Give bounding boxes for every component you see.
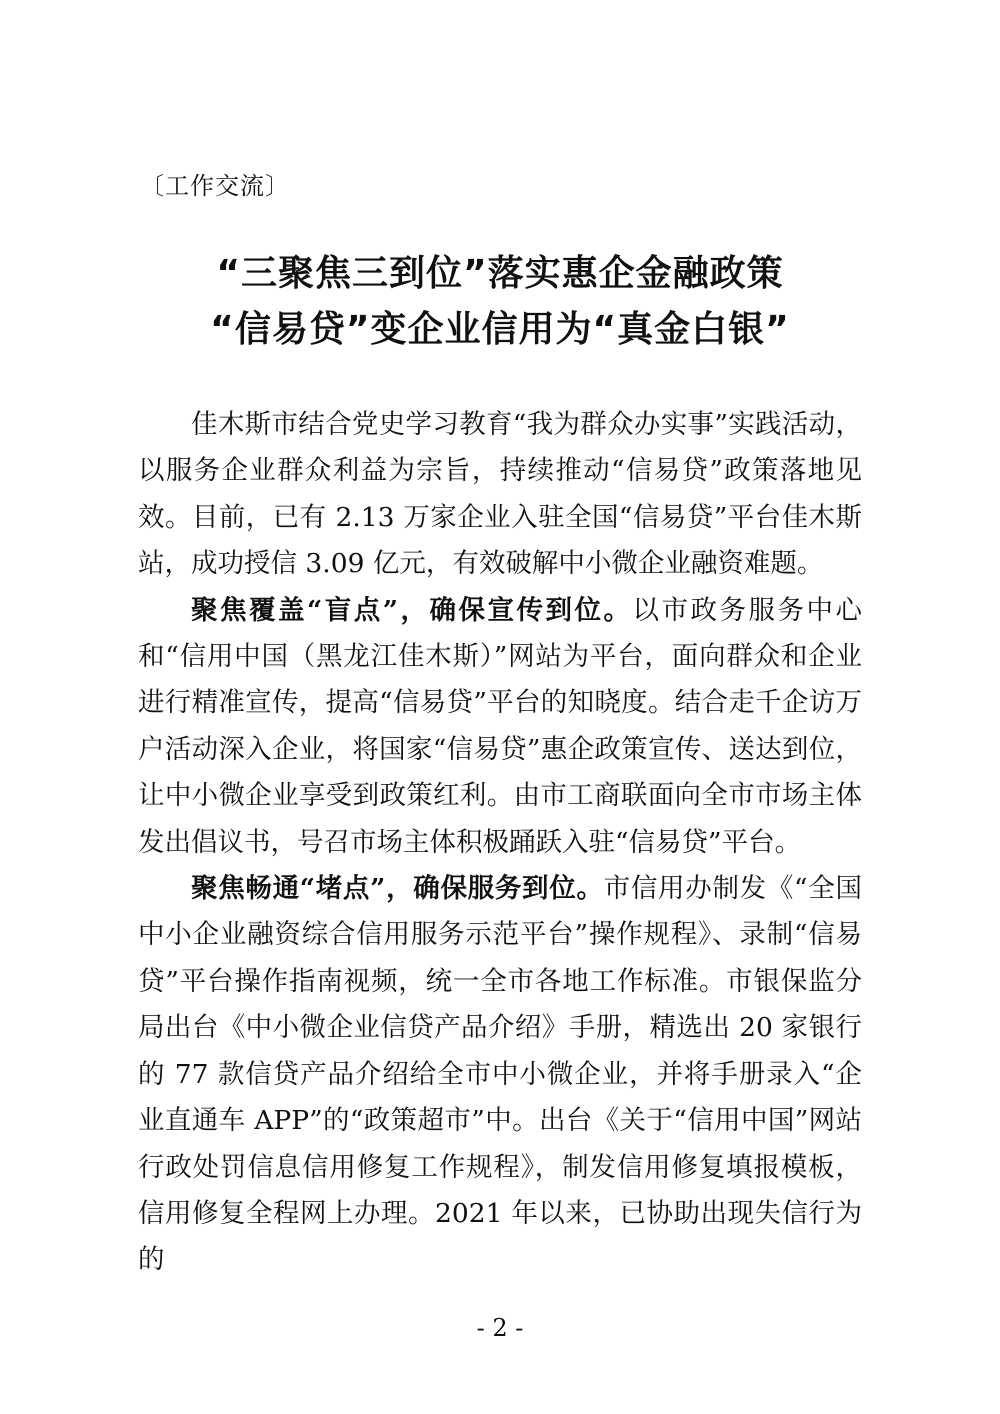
- paragraph-text: 佳木斯市结合党史学习教育“我为群众办实事”实践活动，以服务企业群众利益为宗旨，持续推动“信易贷”政策落地见效。目前，已有 2.13 万家企业入驻全国“信易贷”平台佳木斯站，成功授信 3.09 亿元，有效破解中小微企业融资难题。: [138, 409, 862, 580]
- page-number: - 2 -: [476, 1314, 524, 1342]
- service-paragraph: [138, 866, 862, 1284]
- article-title-line-1: “三聚焦三到位”落实惠企金融政策: [216, 253, 784, 294]
- paragraph-heading: 聚焦畅通“堵点”，确保服务到位。: [191, 873, 604, 905]
- paragraph-text: 以市政务服务中心和“信用中国（黑龙江佳木斯）”网站为平台，面向群众和企业进行精准宣传，提高“信易贷”平台的知晓度。结合走千企访万户活动深入企业，将国家“信易贷”惠企政策宣传、送达到位，让中小微企业享受到政策红利。由市工商联面向全市市场主体发出倡议书，号召市场主体积极踊跃入驻“信易贷”平台。: [138, 594, 862, 858]
- paragraph-text: 市信用办制发《“全国中小企业融资综合信用服务示范平台”操作规程》、录制“信易贷”平台操作指南视频，统一全市各地工作标准。市银保监分局出台《中小微企业信贷产品介绍》手册，精选出 20 家银行的 77 款信贷产品介绍给全市中小微企业，并将手册录入“企业直通车 APP”的“政策超市”中。出台《关于“信用中国”网站行政处罚信息信用修复工作规程》，制发信用修复填报模板，信用修复全程网上办理。2021 年以来，已协助出现失信行为的: [138, 873, 862, 1276]
- article-title-line-2: “信易贷”变企业信用为“真金白银”: [210, 309, 790, 350]
- intro-paragraph: [138, 402, 862, 588]
- article-body: [138, 402, 862, 1284]
- article-title: [0, 246, 1000, 358]
- column-tag: 〔工作交流〕: [140, 172, 290, 200]
- publicity-paragraph: [138, 588, 862, 866]
- paragraph-heading: 聚焦覆盖“盲点”，确保宣传到位。: [191, 594, 633, 626]
